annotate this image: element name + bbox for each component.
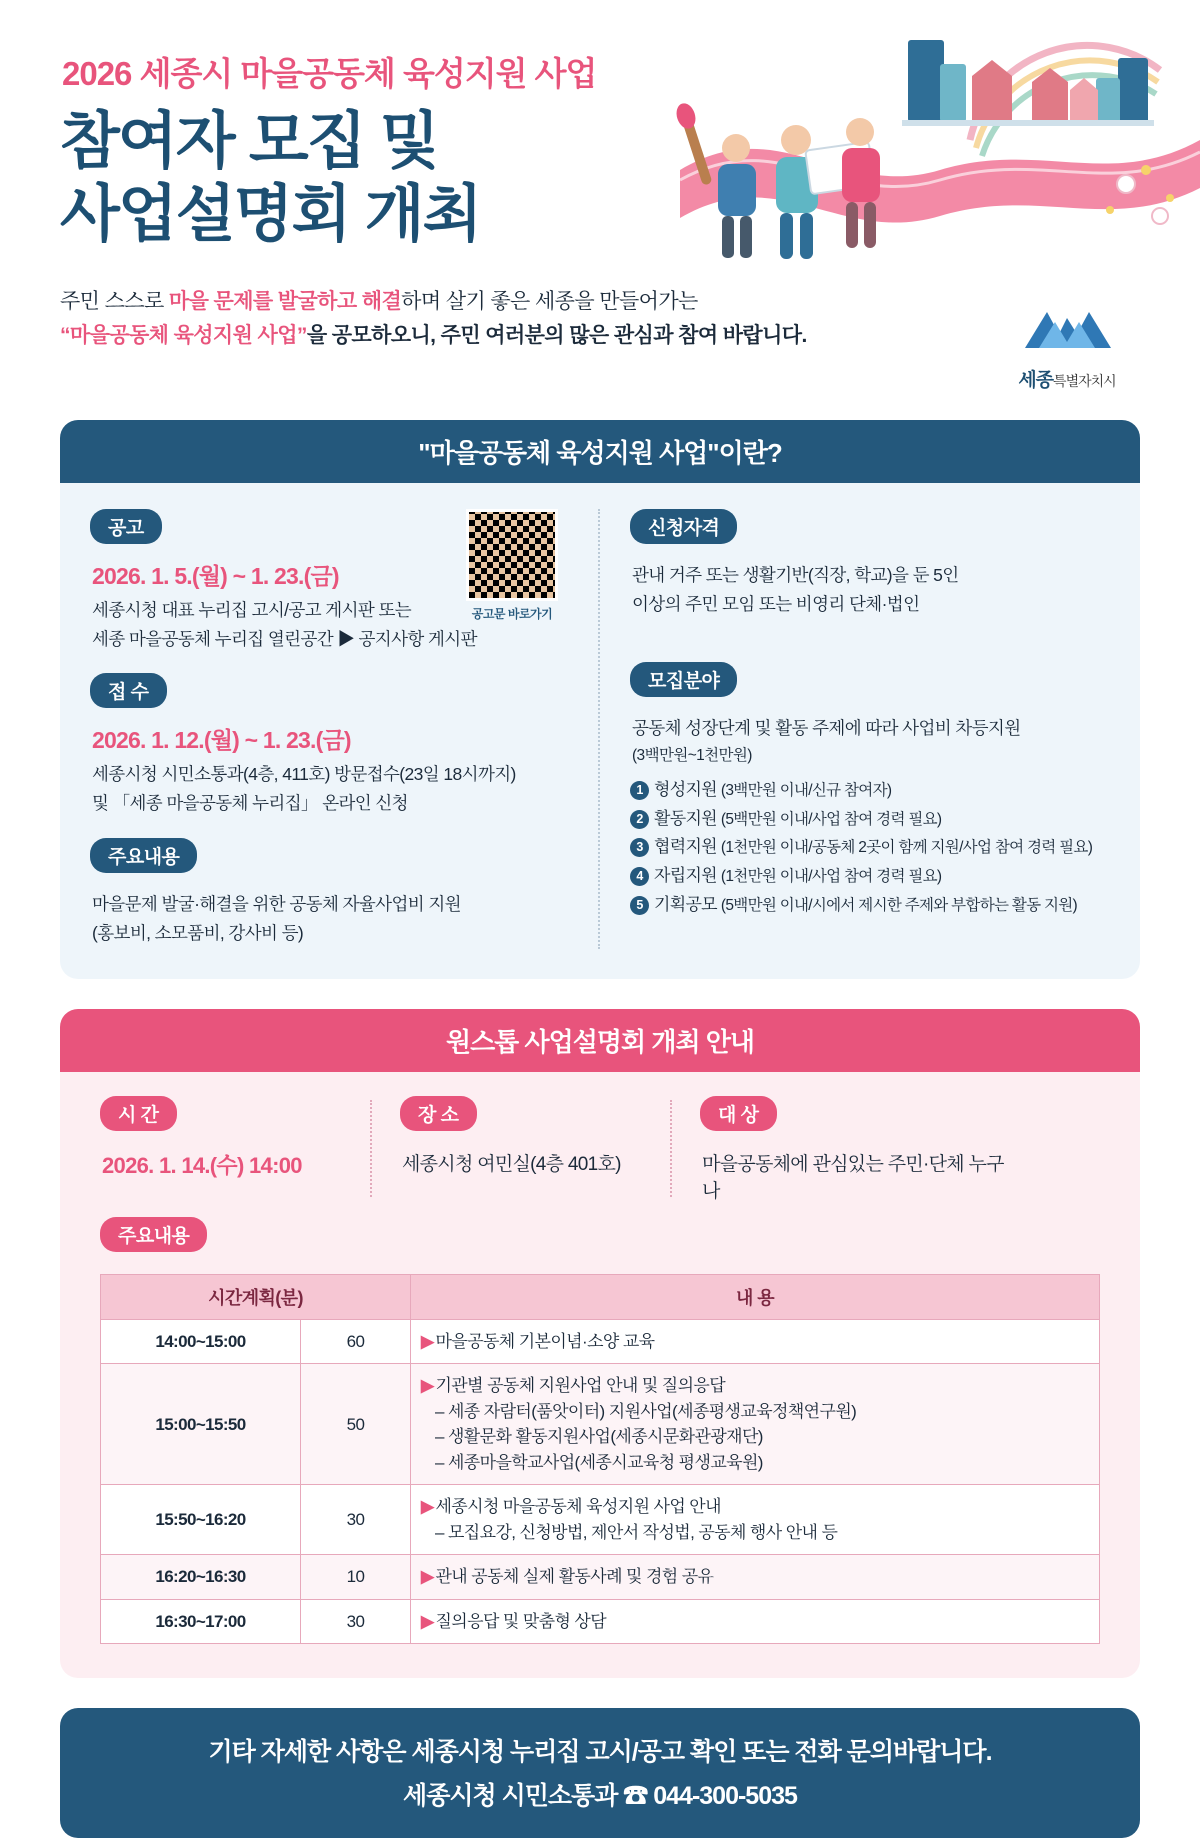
notice-date: 2026. 1. 5.(월) ~ 1. 23.(금) xyxy=(92,563,339,589)
sejong-logo-text xyxy=(992,365,1142,392)
briefing-info-row xyxy=(60,1072,1140,1209)
list-item xyxy=(630,776,1110,804)
subtitle-text-a: 주민 스스로 xyxy=(60,290,169,314)
cell-content-sub: – 모집요강, 신청방법, 제안서 작성법, 공동체 행사 안내 등 xyxy=(435,1522,838,1542)
main-content-line-1: 마을문제 발굴·해결을 위한 공동체 자율사업비 지원 xyxy=(92,893,461,914)
cell-content-main: 기관별 공동체 지원사업 안내 및 질의응답 xyxy=(435,1376,726,1396)
column-header-content: 내 용 xyxy=(411,1274,1100,1319)
subtitle-line-1 xyxy=(60,285,1140,319)
list-number: 2 xyxy=(630,810,649,829)
briefing-place-block xyxy=(370,1096,670,1203)
program-info-left-column xyxy=(90,509,600,949)
sejong-wing-icon xyxy=(1007,304,1127,356)
qualification-label: 신청자격 xyxy=(630,509,737,544)
footer-line-1: 기타 자세한 사항은 세종시청 누리집 고시/공고 확인 또는 전화 문의바랍니다. xyxy=(208,1738,992,1767)
briefing-target-block xyxy=(670,1096,1010,1203)
cell-content-main: 세종시청 마을공동체 육성지원 사업 안내 xyxy=(435,1497,721,1517)
page-title xyxy=(60,105,1140,251)
briefing-time-label: 시 간 xyxy=(100,1096,177,1131)
section-program-info xyxy=(60,420,1140,979)
program-info-body xyxy=(60,483,1140,979)
briefing-main-label: 주요내용 xyxy=(100,1217,207,1252)
list-item-name: 협력지원 xyxy=(654,837,717,857)
qualification-line-1: 관내 거주 또는 생활기반(직장, 학교)을 둔 5인 xyxy=(632,565,959,585)
list-item-name: 활동지원 xyxy=(654,808,717,828)
qualification-block xyxy=(630,509,1110,618)
bullet-arrow-icon: ▶ xyxy=(421,1567,434,1587)
cell-content-main: 마을공동체 기본이념·소양 교육 xyxy=(435,1331,655,1351)
briefing-target-label: 대 상 xyxy=(700,1096,777,1131)
cell-content-sub: – 생활문화 활동지원사업(세종시문화관광재단) xyxy=(435,1427,763,1447)
cell-minutes: 30 xyxy=(301,1485,411,1555)
cell-content xyxy=(411,1555,1100,1600)
schedule-table-body xyxy=(101,1319,1100,1644)
page-title-line1: 참여자 모집 및 xyxy=(60,107,438,176)
cell-content xyxy=(411,1599,1100,1644)
main-content-line-2: (홍보비, 소모품비, 강사비 등) xyxy=(92,922,304,943)
qr-code-icon[interactable] xyxy=(466,509,558,601)
cell-time: 16:30~17:00 xyxy=(101,1599,301,1644)
logo-suffix: 특별자치시 xyxy=(1053,373,1116,389)
briefing-card xyxy=(60,1009,1140,1679)
notice-label: 공고 xyxy=(90,509,162,544)
apply-line-1: 세종시청 시민소통과(4층, 411호) 방문접수(23일 18시까지) xyxy=(92,764,516,785)
sejong-logo-mark xyxy=(992,304,1142,363)
cell-minutes: 10 xyxy=(301,1555,411,1600)
briefing-place-label: 장 소 xyxy=(400,1096,477,1131)
list-number: 1 xyxy=(630,781,649,800)
list-item-name: 기획공모 xyxy=(654,894,717,914)
cell-content-sub: – 세종 자람터(품앗이터) 지원사업(세종평생교육정책연구원) xyxy=(435,1401,857,1421)
notice-line-2: 세종 마을공동체 누리집 열린공간 ▶ 공지사항 게시판 xyxy=(92,629,477,650)
subtitle-text-b: 하며 살기 좋은 세종을 만들어가는 xyxy=(401,290,698,314)
fields-label: 모집분야 xyxy=(630,662,737,697)
cell-content-main: 관내 공동체 실제 활동사례 및 경험 공유 xyxy=(435,1567,714,1587)
poster-header xyxy=(0,0,1200,420)
program-info-card xyxy=(60,420,1140,979)
briefing-time-value: 2026. 1. 14.(수) 14:00 xyxy=(102,1152,302,1178)
fields-block xyxy=(630,662,1110,918)
schedule-table-head xyxy=(101,1274,1100,1319)
main-content-block xyxy=(90,838,572,947)
cell-minutes: 50 xyxy=(301,1364,411,1485)
fields-line-2: (3백만원~1천만원) xyxy=(632,747,752,765)
cell-time: 15:00~15:50 xyxy=(101,1364,301,1485)
bullet-arrow-icon: ▶ xyxy=(421,1376,434,1396)
list-number: 5 xyxy=(630,896,649,915)
table-row xyxy=(101,1319,1100,1364)
apply-line-2: 및 「세종 마을공동체 누리집」 온라인 신청 xyxy=(92,793,408,814)
list-item-detail: (5백만원 이내/사업 참여 경력 필요) xyxy=(720,810,942,828)
cell-content xyxy=(411,1319,1100,1364)
table-row xyxy=(101,1555,1100,1600)
program-info-right-column xyxy=(600,509,1110,949)
table-row xyxy=(101,1599,1100,1644)
cell-time: 15:50~16:20 xyxy=(101,1485,301,1555)
list-item-detail: (1천만원 이내/공동체 2곳이 함께 지원/사업 참여 경력 필요) xyxy=(720,839,1093,857)
list-item-detail: (3백만원 이내/신규 참여자) xyxy=(720,782,892,800)
list-item-detail: (5백만원 이내/시에서 제시한 주제와 부합하는 활동 지원) xyxy=(720,896,1078,914)
cell-time: 16:20~16:30 xyxy=(101,1555,301,1600)
bullet-arrow-icon: ▶ xyxy=(421,1331,434,1351)
poster-subtitle xyxy=(60,285,1140,352)
list-item-detail: (1천만원 이내/사업 참여 경력 필요) xyxy=(720,867,942,885)
bullet-arrow-icon: ▶ xyxy=(421,1497,434,1517)
poster-kicker: 2026 세종시 마을공동체 육성지원 사업 xyxy=(62,55,597,92)
list-number: 3 xyxy=(630,838,649,857)
footer-line-2: 세종시청 시민소통과 ☎ 044-300-5035 xyxy=(403,1782,797,1811)
logo-name: 세종 xyxy=(1018,370,1054,391)
column-header-time: 시간계획(분) xyxy=(101,1274,411,1319)
briefing-heading: 원스톱 사업설명회 개최 안내 xyxy=(60,1009,1140,1072)
subtitle-line-2 xyxy=(60,319,1140,353)
cell-minutes: 30 xyxy=(301,1599,411,1644)
list-item xyxy=(630,833,1110,861)
cell-content-sub: – 세종마을학교사업(세종시교육청 평생교육원) xyxy=(435,1452,763,1472)
cell-content xyxy=(411,1485,1100,1555)
briefing-target-value: 마을공동체에 관심있는 주민·단체 누구나 xyxy=(702,1153,1004,1202)
schedule-table xyxy=(100,1274,1100,1645)
page-title-line2: 사업설명회 개최 xyxy=(60,180,481,250)
qr-code-caption: 공고문 바로가기 xyxy=(471,607,553,621)
sejong-city-logo xyxy=(992,304,1142,392)
cell-time: 14:00~15:00 xyxy=(101,1319,301,1364)
notice-line-1: 세종시청 대표 누리집 고시/공고 게시판 또는 xyxy=(92,600,412,620)
cell-content-main: 질의응답 및 맞춤형 상담 xyxy=(435,1611,607,1631)
briefing-time-block xyxy=(100,1096,370,1203)
table-header-row xyxy=(101,1274,1100,1319)
briefing-place-value: 세종시청 여민실(4층 401호) xyxy=(402,1153,621,1175)
main-content-label: 주요내용 xyxy=(90,838,197,873)
cell-content xyxy=(411,1364,1100,1485)
bullet-arrow-icon: ▶ xyxy=(421,1611,434,1631)
qualification-line-2: 이상의 주민 모임 또는 비영리 단체·법인 xyxy=(632,594,920,615)
apply-date: 2026. 1. 12.(월) ~ 1. 23.(금) xyxy=(92,727,351,754)
poster-footer xyxy=(60,1708,1140,1838)
subtitle-text-c: 을 공모하오니, 주민 여러분의 많은 관심과 참여 바랍니다. xyxy=(306,323,807,347)
subtitle-highlight-b: “마을공동체 육성지원 사업” xyxy=(60,323,307,347)
fields-list xyxy=(630,776,1110,918)
program-info-heading: "마을공동체 육성지원 사업"이란? xyxy=(60,420,1140,483)
list-item-name: 형성지원 xyxy=(654,780,717,800)
list-item-name: 자립지원 xyxy=(654,865,717,885)
section-briefing xyxy=(60,1009,1140,1679)
apply-label: 접 수 xyxy=(90,673,167,708)
table-row xyxy=(101,1485,1100,1555)
briefing-main-label-wrap xyxy=(60,1209,1140,1262)
list-item xyxy=(630,862,1110,890)
list-number: 4 xyxy=(630,867,649,886)
subtitle-highlight-a: 마을 문제를 발굴하고 해결 xyxy=(168,290,402,314)
qr-code-block[interactable] xyxy=(456,509,568,622)
fields-line-1: 공동체 성장단계 및 활동 주제에 따라 사업비 차등지원 xyxy=(632,718,1021,739)
list-item xyxy=(630,891,1110,919)
table-row xyxy=(101,1364,1100,1485)
cell-minutes: 60 xyxy=(301,1319,411,1364)
list-item xyxy=(630,805,1110,833)
apply-block xyxy=(90,673,572,817)
